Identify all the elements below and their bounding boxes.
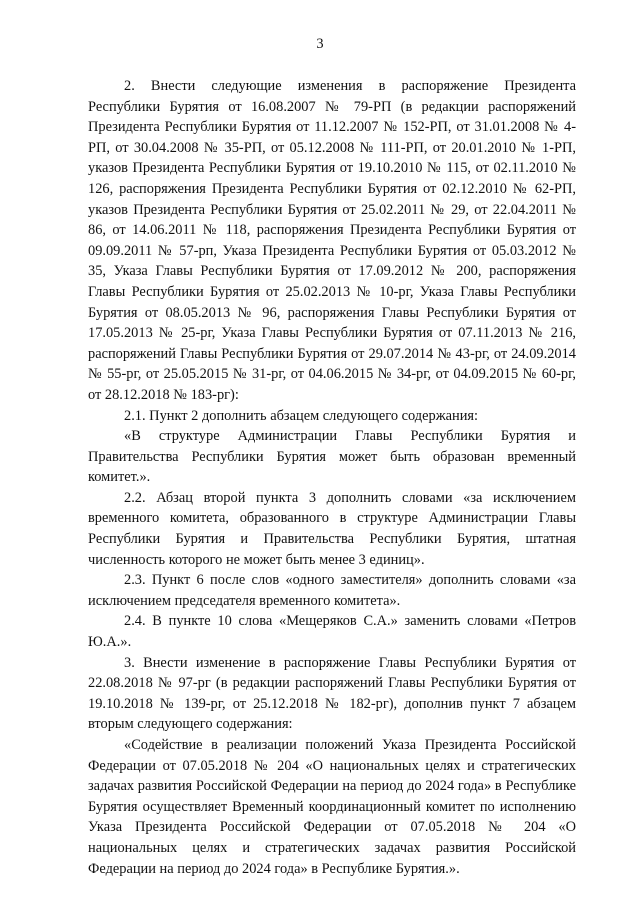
paragraph-3: 3. Внести изменение в распоряжение Главы Республики Бурятия от 22.08.2018 № 97-рг (в редакции распоряжений Главы Республики Бурятия от 19.10.2018 № 139-рг, от 25.12.2018 № 182-рг), дополнив пункт 7 абзацем вторым следующего содержания: [88,654,576,733]
document-body [88,76,576,879]
paragraph-2-amendments: 2. Внести следующие изменения в распоряжение Президента Республики Бурятия от 16.08.2007 № 79-РП (в редакции распоряжений Президента Республики Бурятия от 11.12.2007 № 152-РП, от 31.01.2008 № 4-РП, от 30.04.2008 № 35-РП, от 05.12.2008 № 111-РП, от 20.01.2010 № 1-РП, указов Президента Республики Бурятия от 19.10.2010 № 115, от 02.11.2010 № 126, распоряжения Президента Республики Бурятия от 02.12.2010 № 62-РП, указов Президента Республики Бурятия от 25.02.2011 № 29, от 22.04.2011 № 86, от 14.06.2011 № 118, распоряжения Президента Республики Бурятия от 09.09.2011 № 57-рп, Указа Президента Республики Бурятия от 05.03.2012 № 35, Указа Главы Республики Бурятия от 17.09.2012 № 200, распоряжения Главы Республики Бурятия от 25.02.2013 № 10-рг, Указа Главы Республики Бурятия от 08.05.2013 № 96, распоряжения Главы Республики Бурятия от 17.05.2013 № 25-рг, Указа Главы Республики Бурятия от 07.11.2013 № 216, распоряжений Главы Республики Бурятия от 29.07.2014 № 43-рг, от 24.09.2014 № 55-рг, от 25.05.2015 № 31-рг, от 04.06.2015 № 34-рг, от 04.09.2015 № 60-рг, от 28.12.2018 № 183-рг): [88,78,576,403]
paragraph-2-4: 2.4. В пункте 10 слова «Мещеряков С.А.» заменить словами «Петров Ю.А.». [88,613,576,651]
page-number: 3 [316,36,324,52]
paragraph-2-1-quote: «В структуре Администрации Главы Республики Бурятия и Правительства Республики Бурятия может быть образован временный комитет.». [88,428,576,486]
paragraph-3-quote: «Содействие в реализации положений Указа Президента Российской Федерации от 07.05.2018 № 204 «О национальных целях и стратегических задачах развития Российской Федерации на период до 2024 года» в Республике Бурятия осуществляет Временный координационный комитет по исполнению Указа Президента Российской Федерации от 07.05.2018 № 204 «О национальных целях и стратегических задачах развития Российской Федерации на период до 2024 года» в Республике Бурятия.». [88,737,576,877]
paragraph-2-1: 2.1. Пункт 2 дополнить абзацем следующего содержания: [124,407,479,424]
paragraph-2-2: 2.2. Абзац второй пункта 3 дополнить словами «за исключением временного комитета, образованного в структуре Администрации Главы Республики Бурятия и Правительства Республики Бурятия, штатная численность которого не может быть менее 3 единиц». [88,489,576,568]
paragraph-2-3: 2.3. Пункт 6 после слов «одного заместителя» дополнить словами «за исключением председателя временного комитета». [88,572,576,609]
